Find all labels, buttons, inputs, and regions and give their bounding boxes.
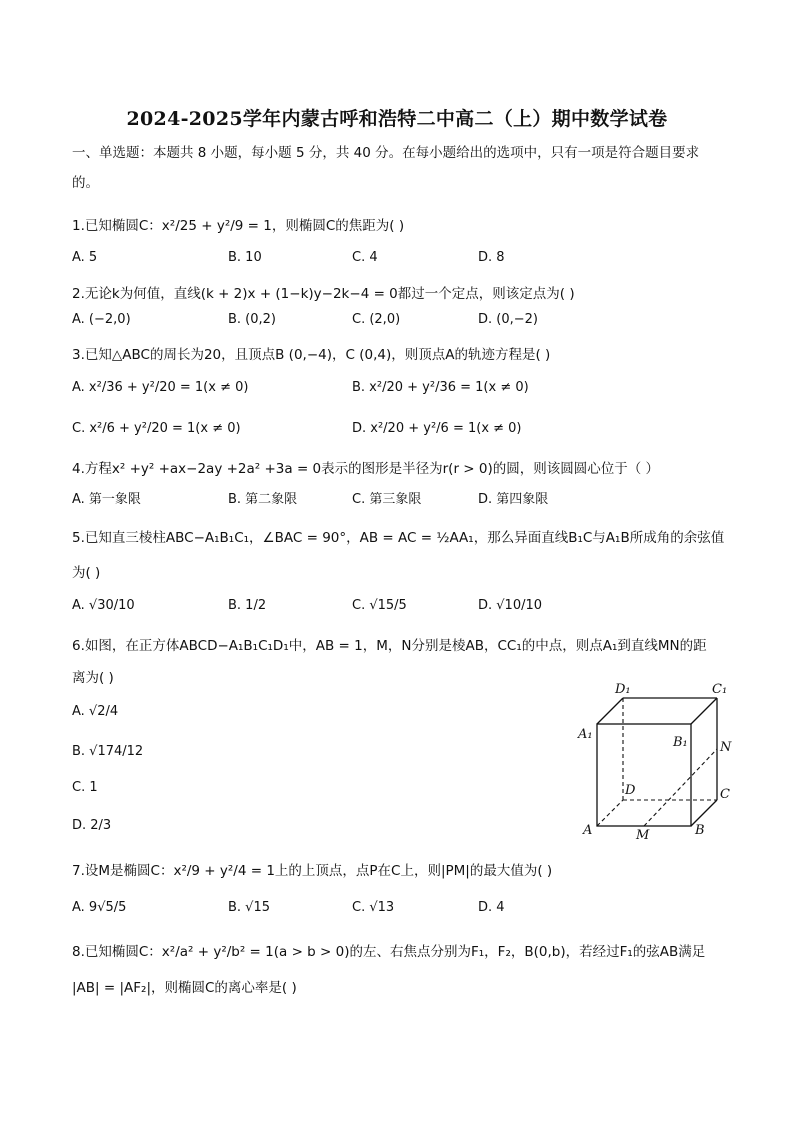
q2-option-c: C. (2,0) <box>352 312 401 327</box>
label-b1: B₁ <box>673 735 688 750</box>
q2-option-b: B. (0,2) <box>228 312 277 327</box>
label-m: M <box>636 828 650 842</box>
label-a1: A₁ <box>578 727 593 742</box>
q7-option-c: C. √13 <box>352 900 395 915</box>
q2-option-a: A. (−2,0) <box>72 312 131 327</box>
label-n: N <box>720 740 732 755</box>
q1-option-d: D. 8 <box>478 250 505 265</box>
q5-option-a: A. √30/10 <box>72 598 135 613</box>
hidden-edge-a-d <box>597 800 623 826</box>
page-title: 2024-2025学年内蒙古呼和浩特二中高二（上）期中数学试卷 <box>126 108 668 130</box>
label-c1: C₁ <box>712 682 728 697</box>
label-d: D <box>625 783 636 798</box>
q7-option-d: D. 4 <box>478 900 505 915</box>
q3-option-b: B. x²/20 + y²/36 = 1(x ≠ 0) <box>352 380 529 395</box>
section-line-2: 的。 <box>72 175 99 191</box>
q1-option-a: A. 5 <box>72 250 98 265</box>
q7-option-a: A. 9√5/5 <box>72 900 127 915</box>
q4-option-a: A. 第一象限 <box>72 492 141 507</box>
q6-option-d: D. 2/3 <box>72 818 112 833</box>
question-2: 2.无论k为何值，直线(k + 2)x + (1−k)y−2k−4 = 0都过一个定点，则该定点为( ) <box>72 286 575 302</box>
question-5-line-2: 为( ) <box>72 565 101 581</box>
section-instructions <box>72 138 732 198</box>
question-5-line-1: 5.已知直三棱柱ABC−A₁B₁C₁，∠BAC = 90°，AB = AC = ½AA₁，那么异面直线B₁C与A₁B所成角的余弦值 <box>72 530 725 546</box>
question-3: 3.已知△ABC的周长为20，且顶点B (0,−4)，C (0,4)，则顶点A的轨迹方程是( ) <box>72 347 551 363</box>
label-c: C <box>720 787 730 802</box>
q4-option-d: D. 第四象限 <box>478 492 549 507</box>
q6-option-b: B. √174/12 <box>72 744 144 759</box>
q1-option-b: B. 10 <box>228 250 262 265</box>
question-4: 4.方程x² +y² +ax−2ay +2a² +3a = 0表示的图形是半径为r(r > 0)的圆，则该圆圆心位于（ ） <box>72 461 660 477</box>
q4-option-c: C. 第三象限 <box>352 492 422 507</box>
q3-option-d: D. x²/20 + y²/6 = 1(x ≠ 0) <box>352 421 522 436</box>
q6-option-a: A. √2/4 <box>72 704 119 719</box>
edge-c1-b1 <box>691 698 717 724</box>
question-7: 7.设M是椭圆C：x²/9 + y²/4 = 1上的上顶点，点P在C上，则|PM|的最大值为( ) <box>72 863 553 879</box>
q3-option-a: A. x²/36 + y²/20 = 1(x ≠ 0) <box>72 380 249 395</box>
q5-option-c: C. √15/5 <box>352 598 407 613</box>
q6-option-c: C. 1 <box>72 780 98 795</box>
question-8-line-2: |AB| = |AF₂|，则椭圆C的离心率是( ) <box>72 980 297 996</box>
question-1: 1.已知椭圆C：x²/25 + y²/9 = 1，则椭圆C的焦距为( ) <box>72 218 405 234</box>
cube-figure <box>570 676 740 842</box>
q1-option-c: C. 4 <box>352 250 378 265</box>
q2-option-d: D. (0,−2) <box>478 312 538 327</box>
edge-a1-d1 <box>597 698 623 724</box>
question-8-line-1: 8.已知椭圆C：x²/a² + y²/b² = 1(a > b > 0)的左、右焦点分别为F₁，F₂，B(0,b)，若经过F₁的弦AB满足 <box>72 944 706 960</box>
label-d1: D₁ <box>615 682 631 697</box>
q5-option-d: D. √10/10 <box>478 598 543 613</box>
q3-option-c: C. x²/6 + y²/20 = 1(x ≠ 0) <box>72 421 241 436</box>
label-b: B <box>695 823 705 838</box>
q4-option-b: B. 第二象限 <box>228 492 298 507</box>
section-line-1: 一、单选题：本题共 8 小题，每小题 5 分，共 40 分。在每小题给出的选项中，只有一项是符合题目要求 <box>72 145 700 161</box>
question-6-line-1: 6.如图，在正方体ABCD−A₁B₁C₁D₁中，AB = 1，M，N分别是棱AB，CC₁的中点，则点A₁到直线MN的距 <box>72 638 707 654</box>
segment-m-n <box>644 749 717 826</box>
q5-option-b: B. 1/2 <box>228 598 267 613</box>
label-a: A <box>583 823 593 838</box>
question-6-line-2: 离为( ) <box>72 670 114 686</box>
q7-option-b: B. √15 <box>228 900 271 915</box>
